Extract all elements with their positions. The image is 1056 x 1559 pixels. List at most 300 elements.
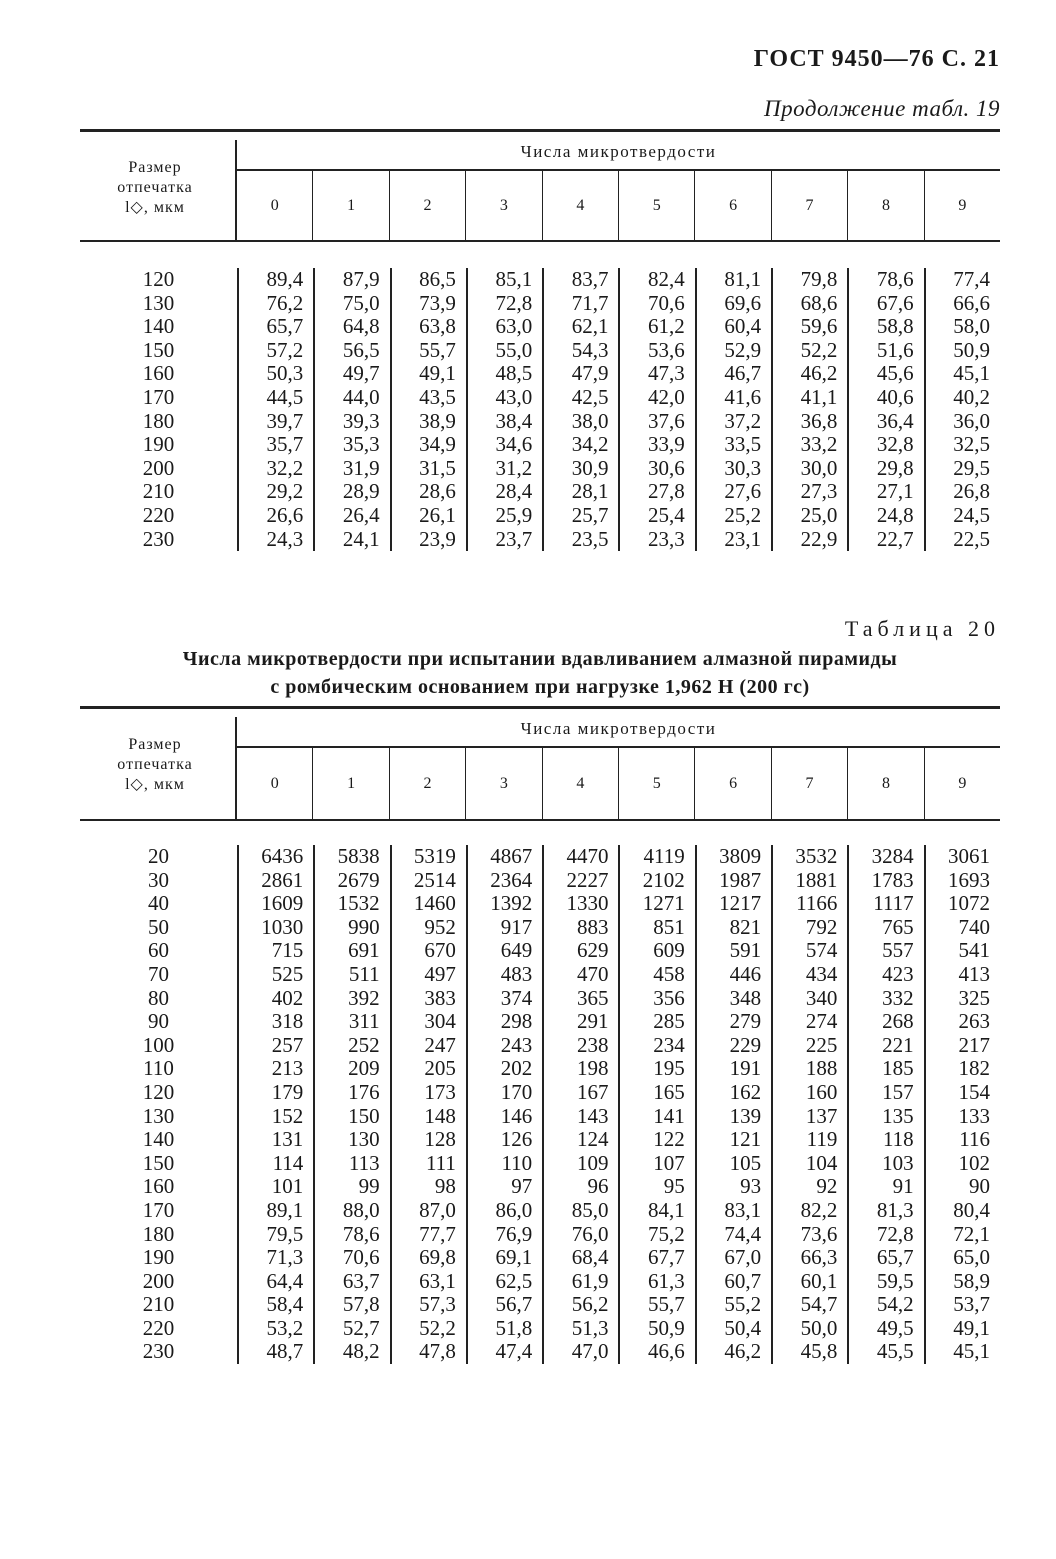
value-cell: 74,4 bbox=[724, 1221, 762, 1246]
value-cell: 160 bbox=[805, 1079, 838, 1104]
digit-header-0: 0 bbox=[270, 196, 279, 214]
value-cell: 34,2 bbox=[571, 432, 609, 457]
value-cell: 1117 bbox=[873, 891, 914, 916]
value-cell: 195 bbox=[653, 1056, 685, 1081]
size-cell: 20 bbox=[148, 844, 169, 868]
value-cell: 24,8 bbox=[876, 502, 914, 527]
value-cell: 24,3 bbox=[266, 526, 304, 551]
value-cell: 1330 bbox=[566, 891, 609, 916]
value-cell: 135 bbox=[882, 1103, 914, 1128]
size-column-header bbox=[80, 735, 230, 795]
size-cell: 120 bbox=[142, 1079, 175, 1104]
value-cell: 205 bbox=[424, 1056, 456, 1081]
value-cell: 423 bbox=[882, 961, 914, 986]
size-column-header bbox=[80, 158, 230, 218]
value-cell: 49,1 bbox=[953, 1315, 990, 1340]
table-20-title bbox=[80, 645, 1000, 701]
value-cell: 66,3 bbox=[800, 1245, 838, 1270]
size-header-line: отпечатка bbox=[117, 179, 193, 196]
size-cell: 130 bbox=[142, 1103, 175, 1128]
value-cell: 36,0 bbox=[953, 408, 990, 433]
value-cell: 63,0 bbox=[495, 314, 533, 339]
value-cell: 110 bbox=[501, 1150, 533, 1175]
value-column-3 bbox=[466, 268, 542, 551]
size-cell: 140 bbox=[142, 314, 175, 339]
value-cell: 92 bbox=[816, 1174, 838, 1199]
value-cell: 46,6 bbox=[648, 1339, 685, 1364]
value-cell: 1217 bbox=[719, 891, 762, 916]
value-cell: 50,9 bbox=[648, 1315, 685, 1340]
value-cell: 154 bbox=[958, 1079, 990, 1104]
value-cell: 150 bbox=[348, 1103, 380, 1128]
value-cell: 325 bbox=[958, 985, 990, 1010]
value-cell: 85,0 bbox=[571, 1197, 609, 1222]
value-cell: 59,6 bbox=[800, 314, 838, 339]
digit-header-1: 1 bbox=[312, 171, 388, 240]
value-cell: 45,1 bbox=[953, 361, 990, 386]
size-cell: 230 bbox=[142, 1339, 175, 1364]
value-cell: 365 bbox=[576, 985, 609, 1010]
value-cell: 35,3 bbox=[342, 432, 380, 457]
value-cell: 58,4 bbox=[266, 1292, 304, 1317]
value-cell: 291 bbox=[576, 1009, 609, 1034]
value-cell: 58,9 bbox=[953, 1268, 990, 1293]
value-cell: 238 bbox=[576, 1032, 609, 1057]
value-column-3 bbox=[466, 845, 542, 1364]
value-cell: 48,5 bbox=[495, 361, 533, 386]
value-cell: 32,8 bbox=[876, 432, 914, 457]
value-cell: 39,7 bbox=[266, 408, 304, 433]
value-cell: 86,5 bbox=[419, 267, 456, 291]
table-19-body bbox=[80, 242, 1000, 593]
size-header-line: l◇, мкм bbox=[125, 199, 185, 216]
value-cell: 87,0 bbox=[419, 1197, 456, 1222]
value-cell: 48,7 bbox=[266, 1339, 304, 1364]
value-cell: 5838 bbox=[337, 844, 380, 868]
value-cell: 58,8 bbox=[876, 314, 914, 339]
value-cell: 31,2 bbox=[495, 455, 533, 480]
value-cell: 91 bbox=[892, 1174, 914, 1199]
value-cell: 64,8 bbox=[342, 314, 380, 339]
value-cell: 649 bbox=[500, 938, 533, 963]
value-cell: 952 bbox=[424, 914, 456, 939]
value-cell: 25,0 bbox=[800, 502, 838, 527]
value-cell: 76,9 bbox=[495, 1221, 533, 1246]
value-cell: 191 bbox=[729, 1056, 762, 1081]
value-cell: 990 bbox=[348, 914, 380, 939]
value-cell: 45,5 bbox=[876, 1339, 914, 1364]
value-cell: 69,8 bbox=[419, 1245, 456, 1270]
value-cell: 111 bbox=[425, 1150, 456, 1175]
value-cell: 75,2 bbox=[648, 1221, 685, 1246]
value-cell: 252 bbox=[348, 1032, 380, 1057]
value-column-8 bbox=[847, 268, 923, 551]
size-cell: 220 bbox=[142, 502, 175, 527]
size-cell: 120 bbox=[142, 267, 175, 291]
group-header: Числа микротвердости bbox=[520, 719, 717, 738]
value-cell: 63,1 bbox=[419, 1268, 456, 1293]
value-cell: 34,6 bbox=[495, 432, 533, 457]
value-cell: 2227 bbox=[566, 867, 609, 892]
value-cell: 765 bbox=[882, 914, 914, 939]
value-cell: 3809 bbox=[719, 844, 762, 868]
values-area bbox=[237, 845, 1000, 1364]
value-cell: 22,7 bbox=[876, 526, 914, 551]
size-cell: 130 bbox=[142, 290, 175, 315]
value-cell: 1460 bbox=[413, 891, 456, 916]
value-cell: 541 bbox=[958, 938, 990, 963]
value-cell: 446 bbox=[729, 961, 762, 986]
value-cell: 43,0 bbox=[495, 384, 533, 409]
value-cell: 2364 bbox=[490, 867, 533, 892]
value-cell: 1392 bbox=[490, 891, 533, 916]
value-cell: 27,1 bbox=[876, 479, 914, 504]
digit-header-2: 2 bbox=[389, 748, 465, 819]
value-column-2 bbox=[390, 845, 466, 1364]
digit-header-6: 6 bbox=[694, 748, 770, 819]
value-cell: 234 bbox=[653, 1032, 685, 1057]
value-cell: 124 bbox=[576, 1127, 609, 1152]
value-cell: 47,8 bbox=[419, 1339, 456, 1364]
size-cell: 110 bbox=[143, 1056, 174, 1081]
value-cell: 629 bbox=[576, 938, 609, 963]
value-cell: 47,0 bbox=[571, 1339, 609, 1364]
value-cell: 1166 bbox=[796, 891, 838, 916]
size-cell: 30 bbox=[148, 867, 169, 892]
value-cell: 57,3 bbox=[419, 1292, 456, 1317]
value-cell: 54,7 bbox=[800, 1292, 838, 1317]
value-cell: 42,0 bbox=[648, 384, 685, 409]
value-cell: 591 bbox=[729, 938, 762, 963]
value-cell: 81,1 bbox=[724, 267, 762, 291]
value-cell: 434 bbox=[805, 961, 838, 986]
value-cell: 131 bbox=[271, 1127, 304, 1152]
value-cell: 54,3 bbox=[571, 337, 609, 362]
value-cell: 133 bbox=[958, 1103, 990, 1128]
value-cell: 143 bbox=[576, 1103, 609, 1128]
value-cell: 268 bbox=[882, 1009, 914, 1034]
value-cell: 41,1 bbox=[800, 384, 838, 409]
value-column-1 bbox=[313, 845, 389, 1364]
value-cell: 274 bbox=[805, 1009, 838, 1034]
value-cell: 107 bbox=[653, 1150, 685, 1175]
value-cell: 3532 bbox=[795, 844, 838, 868]
value-cell: 356 bbox=[653, 985, 685, 1010]
value-cell: 32,5 bbox=[953, 432, 990, 457]
value-cell: 122 bbox=[653, 1127, 685, 1152]
value-cell: 25,7 bbox=[571, 502, 609, 527]
value-cell: 126 bbox=[500, 1127, 533, 1152]
value-cell: 50,3 bbox=[266, 361, 304, 386]
table-20-header bbox=[80, 709, 1000, 821]
value-cell: 61,9 bbox=[571, 1268, 609, 1293]
value-cell: 70,6 bbox=[342, 1245, 380, 1270]
value-cell: 23,1 bbox=[724, 526, 762, 551]
value-cell: 243 bbox=[500, 1032, 533, 1057]
value-cell: 146 bbox=[500, 1103, 533, 1128]
size-header-line: l◇, мкм bbox=[125, 776, 185, 793]
value-cell: 34,9 bbox=[419, 432, 456, 457]
value-cell: 33,5 bbox=[724, 432, 762, 457]
page-header: ГОСТ 9450—76 С. 21 bbox=[753, 46, 1000, 72]
size-cell: 190 bbox=[142, 432, 175, 457]
value-cell: 511 bbox=[348, 961, 380, 986]
value-cell: 2861 bbox=[261, 867, 304, 892]
table-19 bbox=[80, 129, 1000, 593]
digit-header-9: 9 bbox=[924, 748, 1000, 819]
value-cell: 114 bbox=[272, 1150, 304, 1175]
value-cell: 2514 bbox=[413, 867, 456, 892]
value-cell: 30,0 bbox=[800, 455, 838, 480]
value-cell: 89,1 bbox=[266, 1197, 304, 1222]
value-cell: 55,2 bbox=[724, 1292, 762, 1317]
value-cell: 285 bbox=[653, 1009, 685, 1034]
value-cell: 41,6 bbox=[724, 384, 762, 409]
size-cell: 100 bbox=[142, 1032, 175, 1057]
value-cell: 113 bbox=[348, 1150, 380, 1175]
value-cell: 39,3 bbox=[342, 408, 380, 433]
value-cell: 24,5 bbox=[953, 502, 990, 527]
table-20 bbox=[80, 706, 1000, 1394]
value-cell: 102 bbox=[958, 1150, 990, 1175]
value-cell: 198 bbox=[576, 1056, 609, 1081]
value-cell: 36,4 bbox=[876, 408, 914, 433]
value-column-7 bbox=[771, 268, 847, 551]
size-header-line: Размер bbox=[128, 159, 182, 176]
value-cell: 139 bbox=[729, 1103, 762, 1128]
value-cell: 851 bbox=[653, 914, 685, 939]
value-cell: 27,6 bbox=[724, 479, 762, 504]
value-cell: 28,9 bbox=[342, 479, 380, 504]
value-column-1 bbox=[313, 268, 389, 551]
value-cell: 96 bbox=[587, 1174, 609, 1199]
value-column-4 bbox=[542, 268, 618, 551]
value-cell: 44,5 bbox=[266, 384, 304, 409]
value-cell: 97 bbox=[511, 1174, 533, 1199]
value-cell: 46,2 bbox=[724, 1339, 762, 1364]
value-cell: 26,6 bbox=[266, 502, 304, 527]
value-cell: 221 bbox=[882, 1032, 914, 1057]
size-column bbox=[80, 845, 237, 1364]
value-cell: 82,2 bbox=[800, 1197, 838, 1222]
value-cell: 55,7 bbox=[648, 1292, 685, 1317]
value-cell: 27,8 bbox=[648, 479, 685, 504]
value-cell: 29,8 bbox=[876, 455, 914, 480]
value-cell: 83,1 bbox=[724, 1197, 762, 1222]
value-cell: 25,4 bbox=[648, 502, 685, 527]
size-header-line: отпечатка bbox=[117, 756, 193, 773]
value-cell: 1532 bbox=[337, 891, 380, 916]
value-cell: 3061 bbox=[947, 844, 990, 868]
value-cell: 105 bbox=[729, 1150, 762, 1175]
value-cell: 69,6 bbox=[724, 290, 762, 315]
value-cell: 71,3 bbox=[266, 1245, 304, 1270]
size-cell: 220 bbox=[142, 1315, 175, 1340]
value-cell: 213 bbox=[271, 1056, 304, 1081]
value-cell: 298 bbox=[500, 1009, 533, 1034]
value-cell: 58,0 bbox=[953, 314, 990, 339]
value-cell: 46,7 bbox=[724, 361, 762, 386]
value-cell: 29,2 bbox=[266, 479, 304, 504]
value-cell: 23,7 bbox=[495, 526, 533, 551]
value-cell: 33,2 bbox=[800, 432, 838, 457]
digit-header-6: 6 bbox=[694, 171, 770, 240]
digit-header-4: 4 bbox=[542, 171, 618, 240]
value-cell: 170 bbox=[500, 1079, 533, 1104]
value-cell: 52,2 bbox=[419, 1315, 456, 1340]
value-cell: 72,1 bbox=[953, 1221, 990, 1246]
value-cell: 137 bbox=[805, 1103, 838, 1128]
value-cell: 67,7 bbox=[648, 1245, 685, 1270]
value-cell: 263 bbox=[958, 1009, 990, 1034]
value-cell: 148 bbox=[424, 1103, 456, 1128]
digit-header-3: 3 bbox=[465, 171, 541, 240]
value-column-7 bbox=[771, 845, 847, 1364]
value-cell: 38,0 bbox=[571, 408, 609, 433]
value-cell: 173 bbox=[424, 1079, 456, 1104]
value-cell: 77,7 bbox=[419, 1221, 456, 1246]
value-cell: 52,7 bbox=[342, 1315, 380, 1340]
value-cell: 73,6 bbox=[800, 1221, 838, 1246]
value-cell: 53,7 bbox=[953, 1292, 990, 1317]
value-cell: 55,7 bbox=[419, 337, 456, 362]
value-cell: 60,1 bbox=[800, 1268, 838, 1293]
value-cell: 179 bbox=[271, 1079, 304, 1104]
digit-header-4: 4 bbox=[542, 748, 618, 819]
value-cell: 23,5 bbox=[571, 526, 609, 551]
digit-header-5: 5 bbox=[618, 748, 694, 819]
size-cell: 80 bbox=[148, 985, 169, 1010]
value-cell: 5319 bbox=[413, 844, 456, 868]
value-cell: 182 bbox=[958, 1056, 990, 1081]
value-cell: 51,8 bbox=[495, 1315, 533, 1340]
value-cell: 383 bbox=[424, 985, 456, 1010]
value-cell: 348 bbox=[729, 985, 762, 1010]
value-cell: 98 bbox=[434, 1174, 456, 1199]
value-cell: 42,5 bbox=[571, 384, 609, 409]
value-cell: 95 bbox=[663, 1174, 685, 1199]
value-column-6 bbox=[695, 268, 771, 551]
digit-header-3: 3 bbox=[465, 748, 541, 819]
value-cell: 29,5 bbox=[953, 455, 990, 480]
value-cell: 79,8 bbox=[800, 267, 838, 291]
value-cell: 311 bbox=[348, 1009, 380, 1034]
group-header: Числа микротвердости bbox=[520, 142, 717, 161]
value-cell: 23,9 bbox=[419, 526, 456, 551]
values-area bbox=[237, 268, 1000, 551]
size-cell: 40 bbox=[148, 891, 169, 916]
value-cell: 128 bbox=[424, 1127, 456, 1152]
size-cell: 90 bbox=[148, 1009, 169, 1034]
value-cell: 525 bbox=[271, 961, 304, 986]
value-cell: 2102 bbox=[642, 867, 685, 892]
value-cell: 53,2 bbox=[266, 1315, 304, 1340]
value-cell: 45,6 bbox=[876, 361, 914, 386]
value-cell: 78,6 bbox=[342, 1221, 380, 1246]
digit-header-8: 8 bbox=[847, 748, 923, 819]
digit-header-row bbox=[237, 748, 1000, 819]
size-cell: 190 bbox=[142, 1245, 175, 1270]
value-cell: 66,6 bbox=[953, 290, 990, 315]
value-cell: 4470 bbox=[566, 844, 609, 868]
size-cell: 160 bbox=[142, 361, 175, 386]
value-cell: 101 bbox=[271, 1174, 304, 1199]
value-cell: 185 bbox=[882, 1056, 914, 1081]
value-cell: 65,0 bbox=[953, 1245, 990, 1270]
value-cell: 82,4 bbox=[648, 267, 685, 291]
table-19-header bbox=[80, 132, 1000, 242]
value-cell: 574 bbox=[805, 938, 838, 963]
value-column-4 bbox=[542, 845, 618, 1364]
value-cell: 75,0 bbox=[342, 290, 380, 315]
value-cell: 84,1 bbox=[648, 1197, 685, 1222]
size-cell: 200 bbox=[142, 455, 175, 480]
value-cell: 413 bbox=[958, 961, 990, 986]
size-cell: 230 bbox=[142, 526, 175, 551]
digit-header-row bbox=[237, 171, 1000, 240]
value-column-9 bbox=[924, 268, 1000, 551]
value-cell: 332 bbox=[882, 985, 914, 1010]
digit-header-0: 0 bbox=[270, 774, 279, 792]
value-cell: 49,7 bbox=[342, 361, 380, 386]
value-cell: 118 bbox=[882, 1127, 914, 1152]
value-cell: 165 bbox=[653, 1079, 685, 1104]
size-cell: 70 bbox=[148, 961, 169, 986]
value-cell: 157 bbox=[882, 1079, 914, 1104]
title-line: Числа микротвердости при испытании вдавливанием алмазной пирамиды bbox=[182, 648, 898, 670]
value-cell: 46,2 bbox=[800, 361, 838, 386]
value-cell: 25,2 bbox=[724, 502, 762, 527]
value-cell: 883 bbox=[576, 914, 609, 939]
value-cell: 402 bbox=[271, 985, 304, 1010]
value-cell: 740 bbox=[958, 914, 990, 939]
value-cell: 47,3 bbox=[648, 361, 685, 386]
title-line: с ромбическим основанием при нагрузке 1,962 Н (200 гс) bbox=[270, 676, 810, 698]
value-cell: 99 bbox=[358, 1174, 380, 1199]
value-cell: 609 bbox=[653, 938, 685, 963]
value-cell: 45,8 bbox=[800, 1339, 838, 1364]
value-cell: 38,4 bbox=[495, 408, 533, 433]
value-cell: 81,3 bbox=[876, 1197, 914, 1222]
table-20-label: Таблица 20 bbox=[844, 616, 1000, 641]
value-cell: 87,9 bbox=[342, 267, 380, 291]
value-cell: 1609 bbox=[261, 891, 304, 916]
value-cell: 72,8 bbox=[876, 1221, 914, 1246]
value-cell: 57,8 bbox=[342, 1292, 380, 1317]
value-cell: 50,9 bbox=[953, 337, 990, 362]
value-cell: 60,4 bbox=[724, 314, 762, 339]
value-column-5 bbox=[618, 268, 694, 551]
value-cell: 35,7 bbox=[266, 432, 304, 457]
value-cell: 691 bbox=[348, 938, 380, 963]
value-cell: 116 bbox=[959, 1127, 990, 1152]
value-cell: 52,9 bbox=[724, 337, 762, 362]
value-cell: 279 bbox=[729, 1009, 762, 1034]
value-cell: 37,2 bbox=[724, 408, 762, 433]
value-cell: 78,6 bbox=[876, 267, 914, 291]
value-cell: 62,5 bbox=[495, 1268, 533, 1293]
value-cell: 176 bbox=[348, 1079, 380, 1104]
value-cell: 25,9 bbox=[495, 502, 533, 527]
value-cell: 54,2 bbox=[876, 1292, 914, 1317]
value-cell: 340 bbox=[805, 985, 838, 1010]
value-cell: 50,4 bbox=[724, 1315, 762, 1340]
value-cell: 30,9 bbox=[571, 455, 609, 480]
value-cell: 36,8 bbox=[800, 408, 838, 433]
value-cell: 4119 bbox=[643, 844, 685, 868]
value-cell: 1881 bbox=[795, 867, 838, 892]
value-cell: 70,6 bbox=[648, 290, 685, 315]
